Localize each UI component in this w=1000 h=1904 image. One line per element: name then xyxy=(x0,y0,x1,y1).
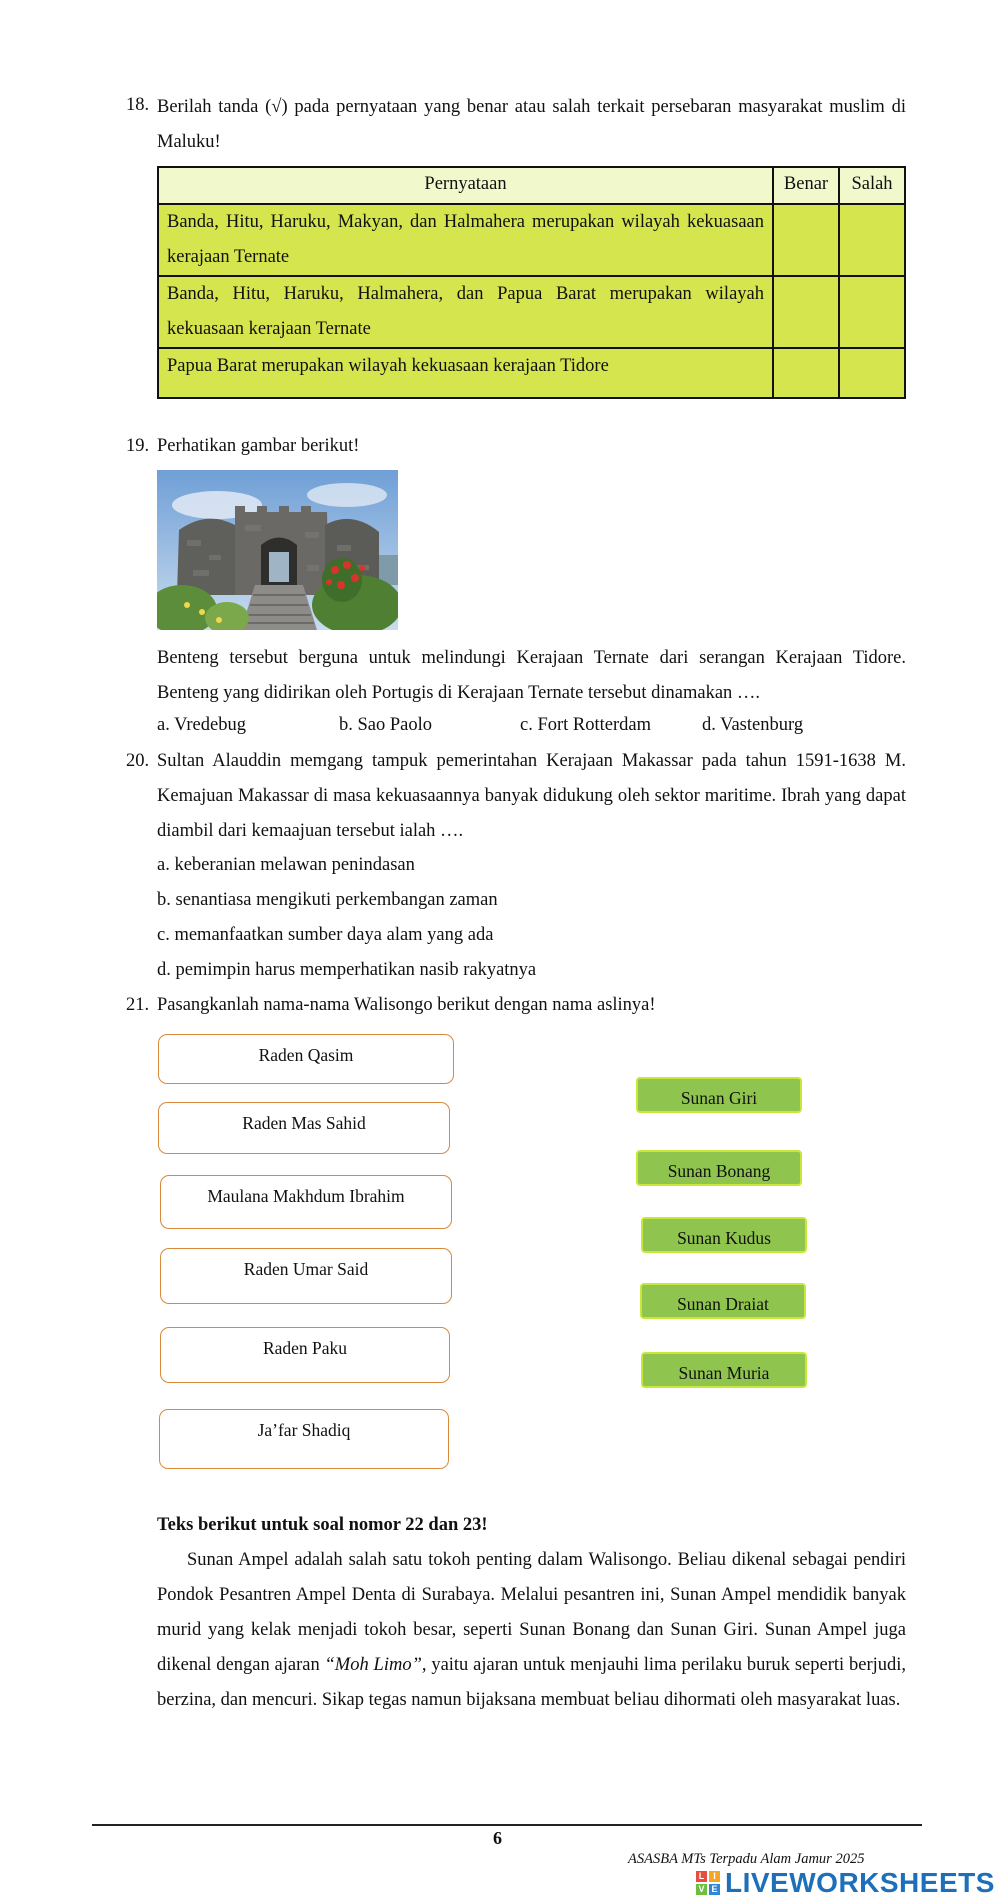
logo-letter: I xyxy=(709,1871,720,1882)
table-row-statement: Papua Barat merupakan wilayah kekuasaan kerajaan Tidore xyxy=(158,348,773,398)
true-checkbox-cell[interactable] xyxy=(773,348,839,398)
footer-divider xyxy=(92,1824,922,1826)
option-d[interactable]: d. pemimpin harus memperhatikan nasib rakyatnya xyxy=(157,960,537,980)
table-header-false: Salah xyxy=(839,167,905,204)
school-name: ASASBA MTs Terpadu Alam Jamur 2025 xyxy=(628,1851,865,1867)
logo-letter: E xyxy=(709,1884,720,1895)
logo-text: LIVEWORKSHEETS xyxy=(725,1867,995,1898)
option-a[interactable]: a. keberanian melawan penindasan xyxy=(157,855,415,875)
logo-letter: V xyxy=(696,1884,707,1895)
true-checkbox-cell[interactable] xyxy=(773,276,839,348)
passage-text-part: Sunan Ampel adalah salah satu tokoh penting dalam Walisongo. Beliau dikenal sebagai pendiri Pondok Pesantren Ampel Denta di Surabaya. Melalui pesantren ini, Sunan Ampel mendidik banyak murid yang kelak menjadi tokoh besar, seperti Sunan Bonang dan Sunan Giri. Sunan Ampel juga dikenal dengan ajaran xyxy=(157,1550,906,1675)
match-left-item[interactable]: Raden Mas Sahid xyxy=(158,1102,450,1154)
option-a[interactable]: a. Vredebug xyxy=(157,715,246,735)
question-number-20: 20. xyxy=(126,751,150,771)
table-header-statement: Pernyataan xyxy=(158,167,773,204)
option-d[interactable]: d. Vastenburg xyxy=(702,715,804,735)
fort-photo-icon xyxy=(157,470,398,630)
passage-heading: Teks berikut untuk soal nomor 22 dan 23! xyxy=(157,1515,488,1535)
match-left-item[interactable]: Raden Paku xyxy=(160,1327,450,1383)
question-number-21: 21. xyxy=(126,995,150,1015)
question-number-19: 19. xyxy=(126,436,150,456)
question-number-18: 18. xyxy=(126,95,150,115)
match-right-item[interactable]: Sunan Muria xyxy=(641,1352,807,1388)
page-number: 6 xyxy=(493,1828,502,1848)
passage-italic-term: “Moh Limo” xyxy=(324,1655,422,1675)
question-19-text: Benteng tersebut berguna untuk melindungi Kerajaan Ternate dari serangan Kerajaan Tidore. Benteng yang didirikan oleh Portugis di Kerajaan Ternate tersebut dinamakan …. xyxy=(157,648,906,703)
match-right-item[interactable]: Sunan Bonang xyxy=(636,1150,802,1186)
true-checkbox-cell[interactable] xyxy=(773,204,839,276)
false-checkbox-cell[interactable] xyxy=(839,276,905,348)
question-18-text: Berilah tanda (√) pada pernyataan yang benar atau salah terkait persebaran masyarakat muslim di Maluku! xyxy=(157,97,906,152)
false-checkbox-cell[interactable] xyxy=(839,348,905,398)
option-b[interactable]: b. Sao Paolo xyxy=(339,715,433,735)
option-c[interactable]: c. memanfaatkan sumber daya alam yang ada xyxy=(157,925,494,945)
match-left-item[interactable]: Raden Umar Said xyxy=(160,1248,452,1304)
passage-text xyxy=(157,1543,906,1718)
option-b[interactable]: b. senantiasa mengikuti perkembangan zaman xyxy=(157,890,498,910)
match-left-item[interactable]: Raden Qasim xyxy=(158,1034,454,1084)
question-20-text: Sultan Alauddin memgang tampuk pemerintahan Kerajaan Makassar pada tahun 1591-1638 M. Kemajuan Makassar di masa kekuasaannya banyak didukung oleh sektor maritime. Ibrah yang dapat diambil dari kemaajuan tersebut ialah …. xyxy=(157,751,906,841)
truth-table xyxy=(157,166,906,399)
logo-letter: L xyxy=(696,1871,707,1882)
match-right-item[interactable]: Sunan Giri xyxy=(636,1077,802,1113)
question-19-intro: Perhatikan gambar berikut! xyxy=(157,436,360,456)
table-row-statement: Banda, Hitu, Haruku, Makyan, dan Halmahera merupakan wilayah kekuasaan kerajaan Ternate xyxy=(158,204,773,276)
table-row-statement: Banda, Hitu, Haruku, Halmahera, dan Papua Barat merupakan wilayah kekuasaan kerajaan Ternate xyxy=(158,276,773,348)
passage-text-part: , yaitu ajaran untuk menjauhi lima perilaku buruk seperti berjudi, berzina, dan mencuri. Sikap tegas namun bijaksana membuat beliau dihormati oleh masyarakat luas. xyxy=(157,1655,907,1710)
table-header-true: Benar xyxy=(773,167,839,204)
match-left-item[interactable]: Maulana Makhdum Ibrahim xyxy=(160,1175,452,1229)
match-right-item[interactable]: Sunan Kudus xyxy=(641,1217,807,1253)
liveworksheets-logo[interactable] xyxy=(696,1866,995,1900)
false-checkbox-cell[interactable] xyxy=(839,204,905,276)
match-left-item[interactable]: Ja’far Shadiq xyxy=(159,1409,449,1469)
question-21-text: Pasangkanlah nama-nama Walisongo berikut dengan nama aslinya! xyxy=(157,995,656,1015)
option-c[interactable]: c. Fort Rotterdam xyxy=(520,715,652,735)
logo-mark-icon xyxy=(696,1871,720,1895)
match-right-item[interactable]: Sunan Draiat xyxy=(640,1283,806,1319)
